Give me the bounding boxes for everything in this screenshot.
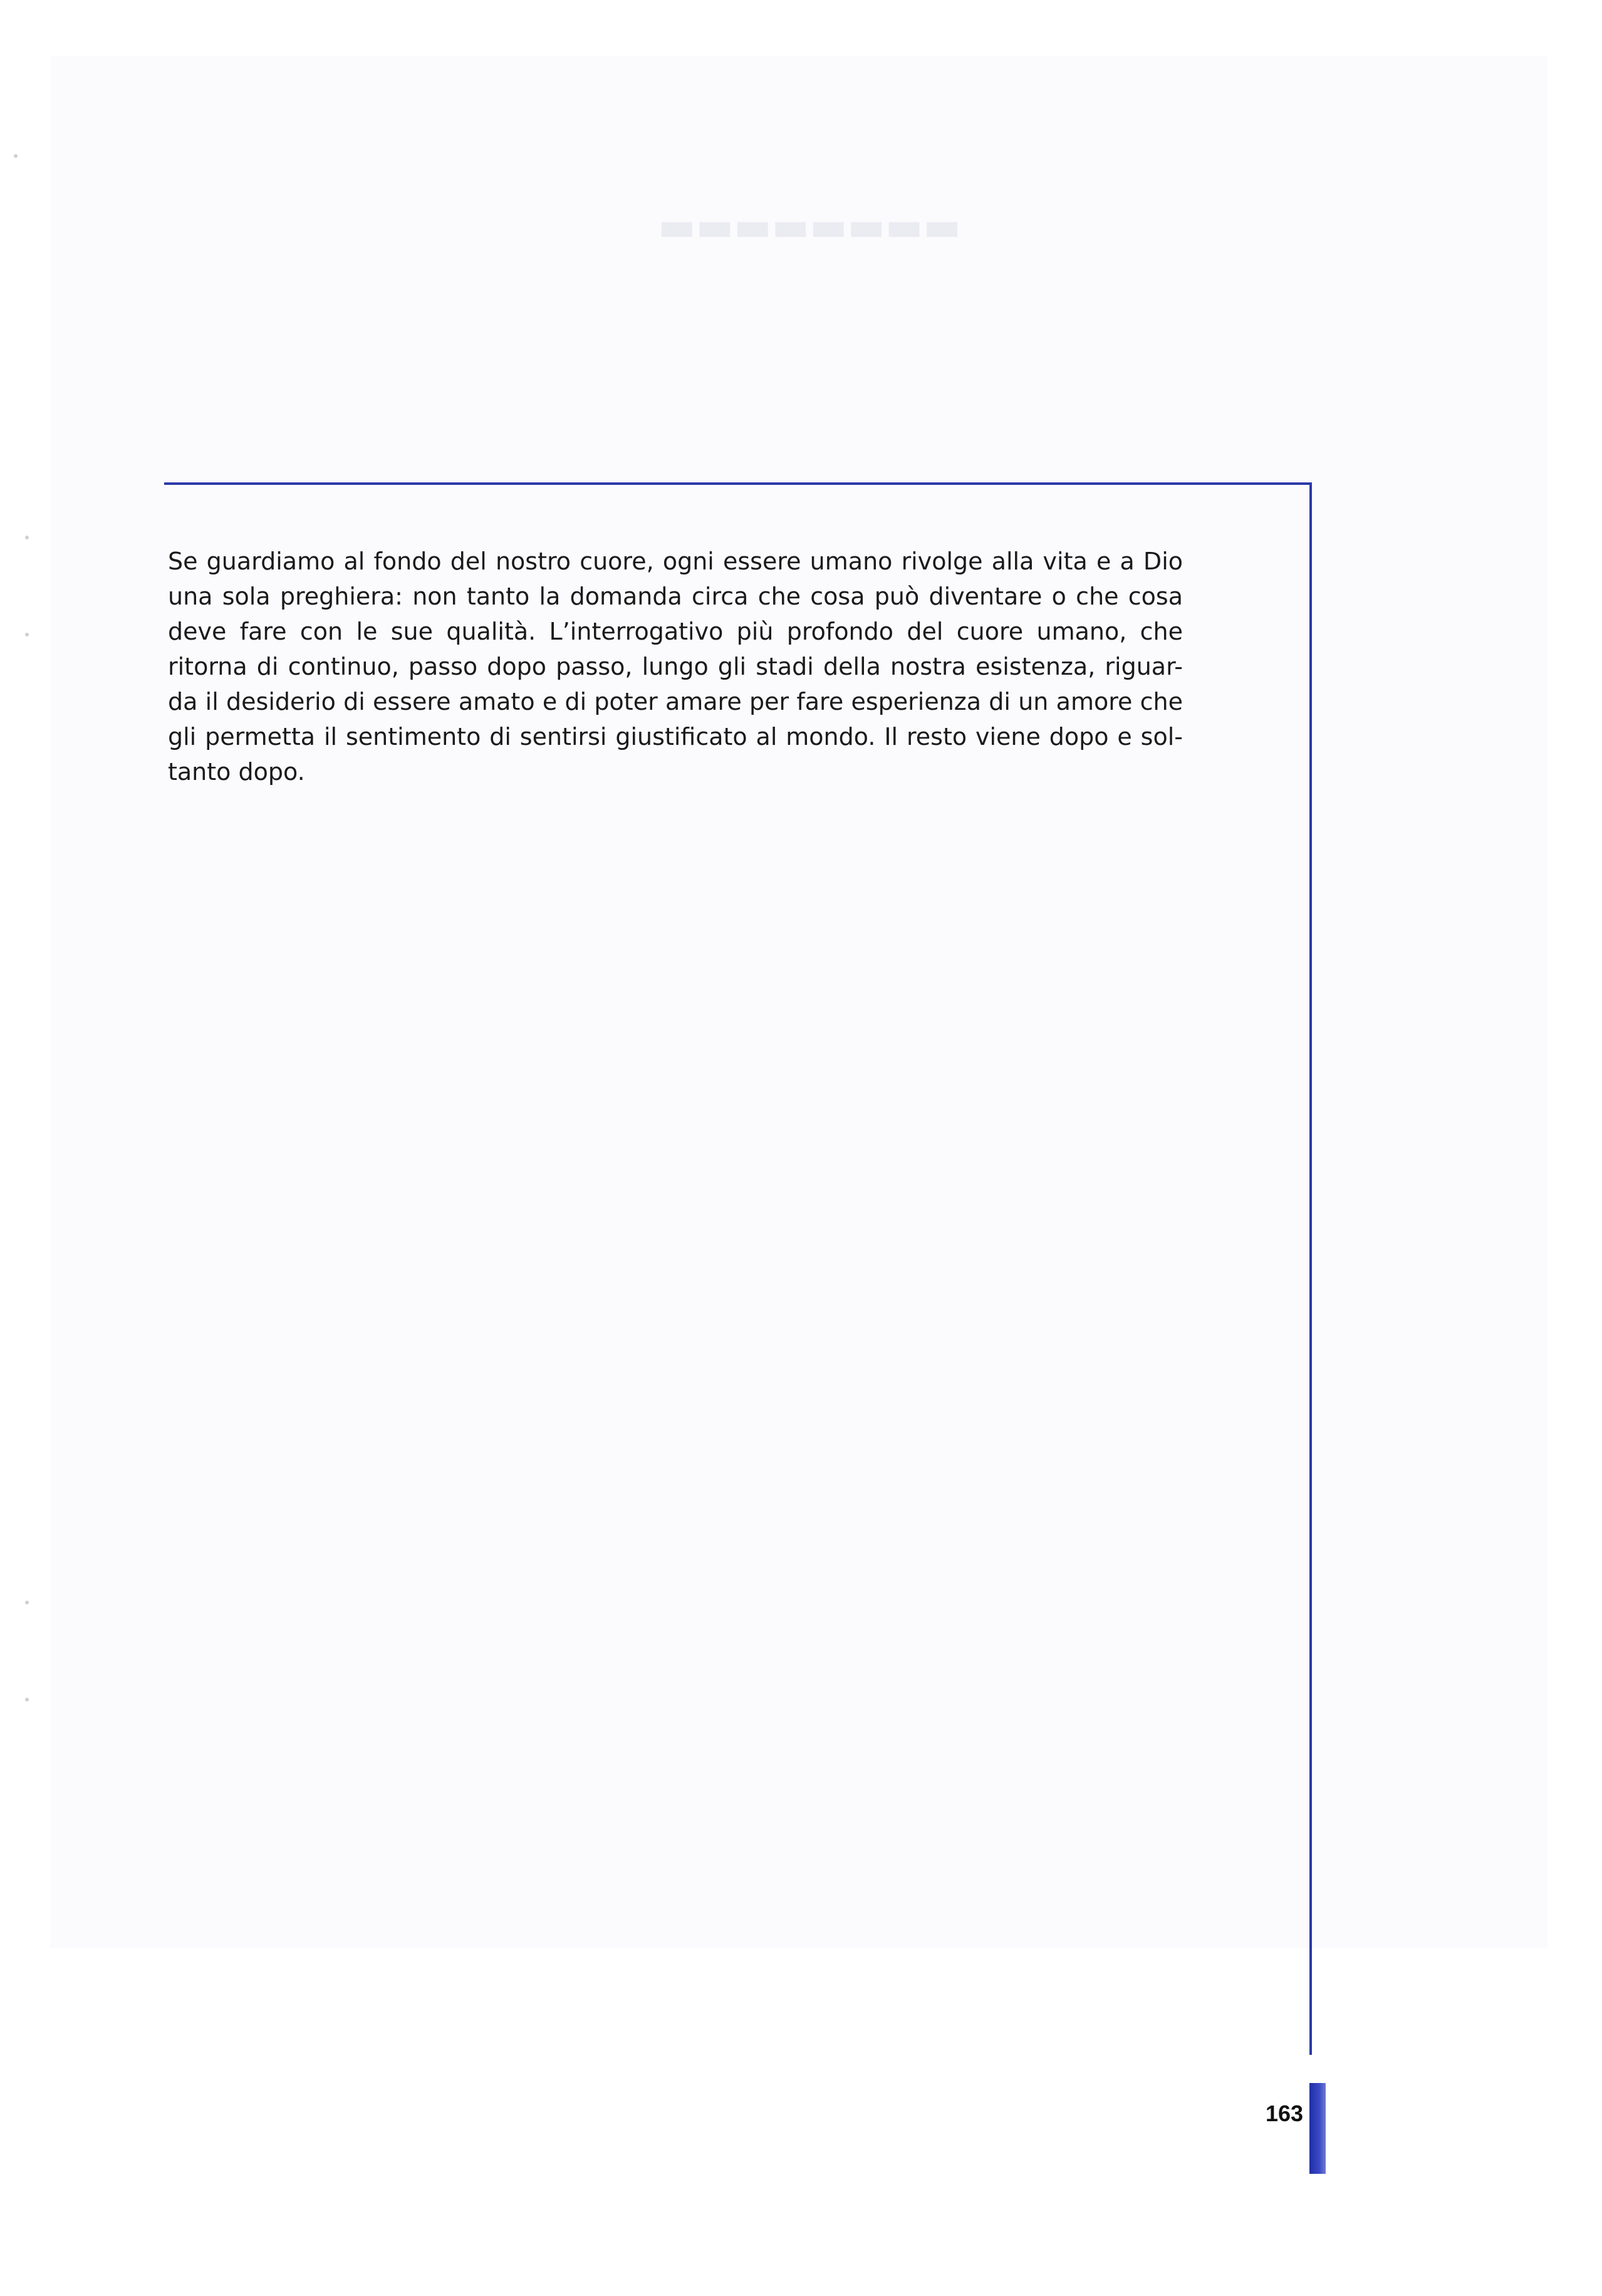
page-edge-tab	[1309, 2083, 1326, 2174]
page-number: 163	[1266, 2101, 1304, 2126]
show-through-subtitle: ▬▬▬▬▬▬▬▬	[658, 204, 961, 250]
paragraph-line: tanto dopo.	[168, 758, 305, 786]
paragraph-line: da il desiderio di essere amato e di poter amare per fare esperienza di un amore che	[168, 688, 1183, 715]
paragraph-line: deve fare con le sue qualità. L’interrogativo più profondo del cuore umano, che	[168, 618, 1183, 645]
speck	[25, 633, 29, 636]
paragraph-line: Se guardiamo al fondo del nostro cuore, ogni essere umano rivolge alla vita e a Dio	[168, 548, 1183, 575]
frame-top-rule	[164, 482, 1312, 485]
frame-right-rule	[1309, 482, 1312, 2055]
speck	[25, 1601, 29, 1604]
page-background	[50, 56, 1547, 1948]
paragraph-line: gli permetta il sentimento di sentirsi giustificato al mondo. Il resto viene dopo e sol-	[168, 723, 1183, 751]
speck	[14, 154, 18, 158]
intro-paragraph	[168, 544, 1183, 789]
speck	[25, 1698, 29, 1701]
speck	[25, 536, 29, 539]
paragraph-line: una sola preghiera: non tanto la domanda circa che cosa può diventare o che cosa	[168, 583, 1183, 610]
paragraph-line: ritorna di continuo, passo dopo passo, lungo gli stadi della nostra esistenza, riguar-	[168, 653, 1183, 680]
